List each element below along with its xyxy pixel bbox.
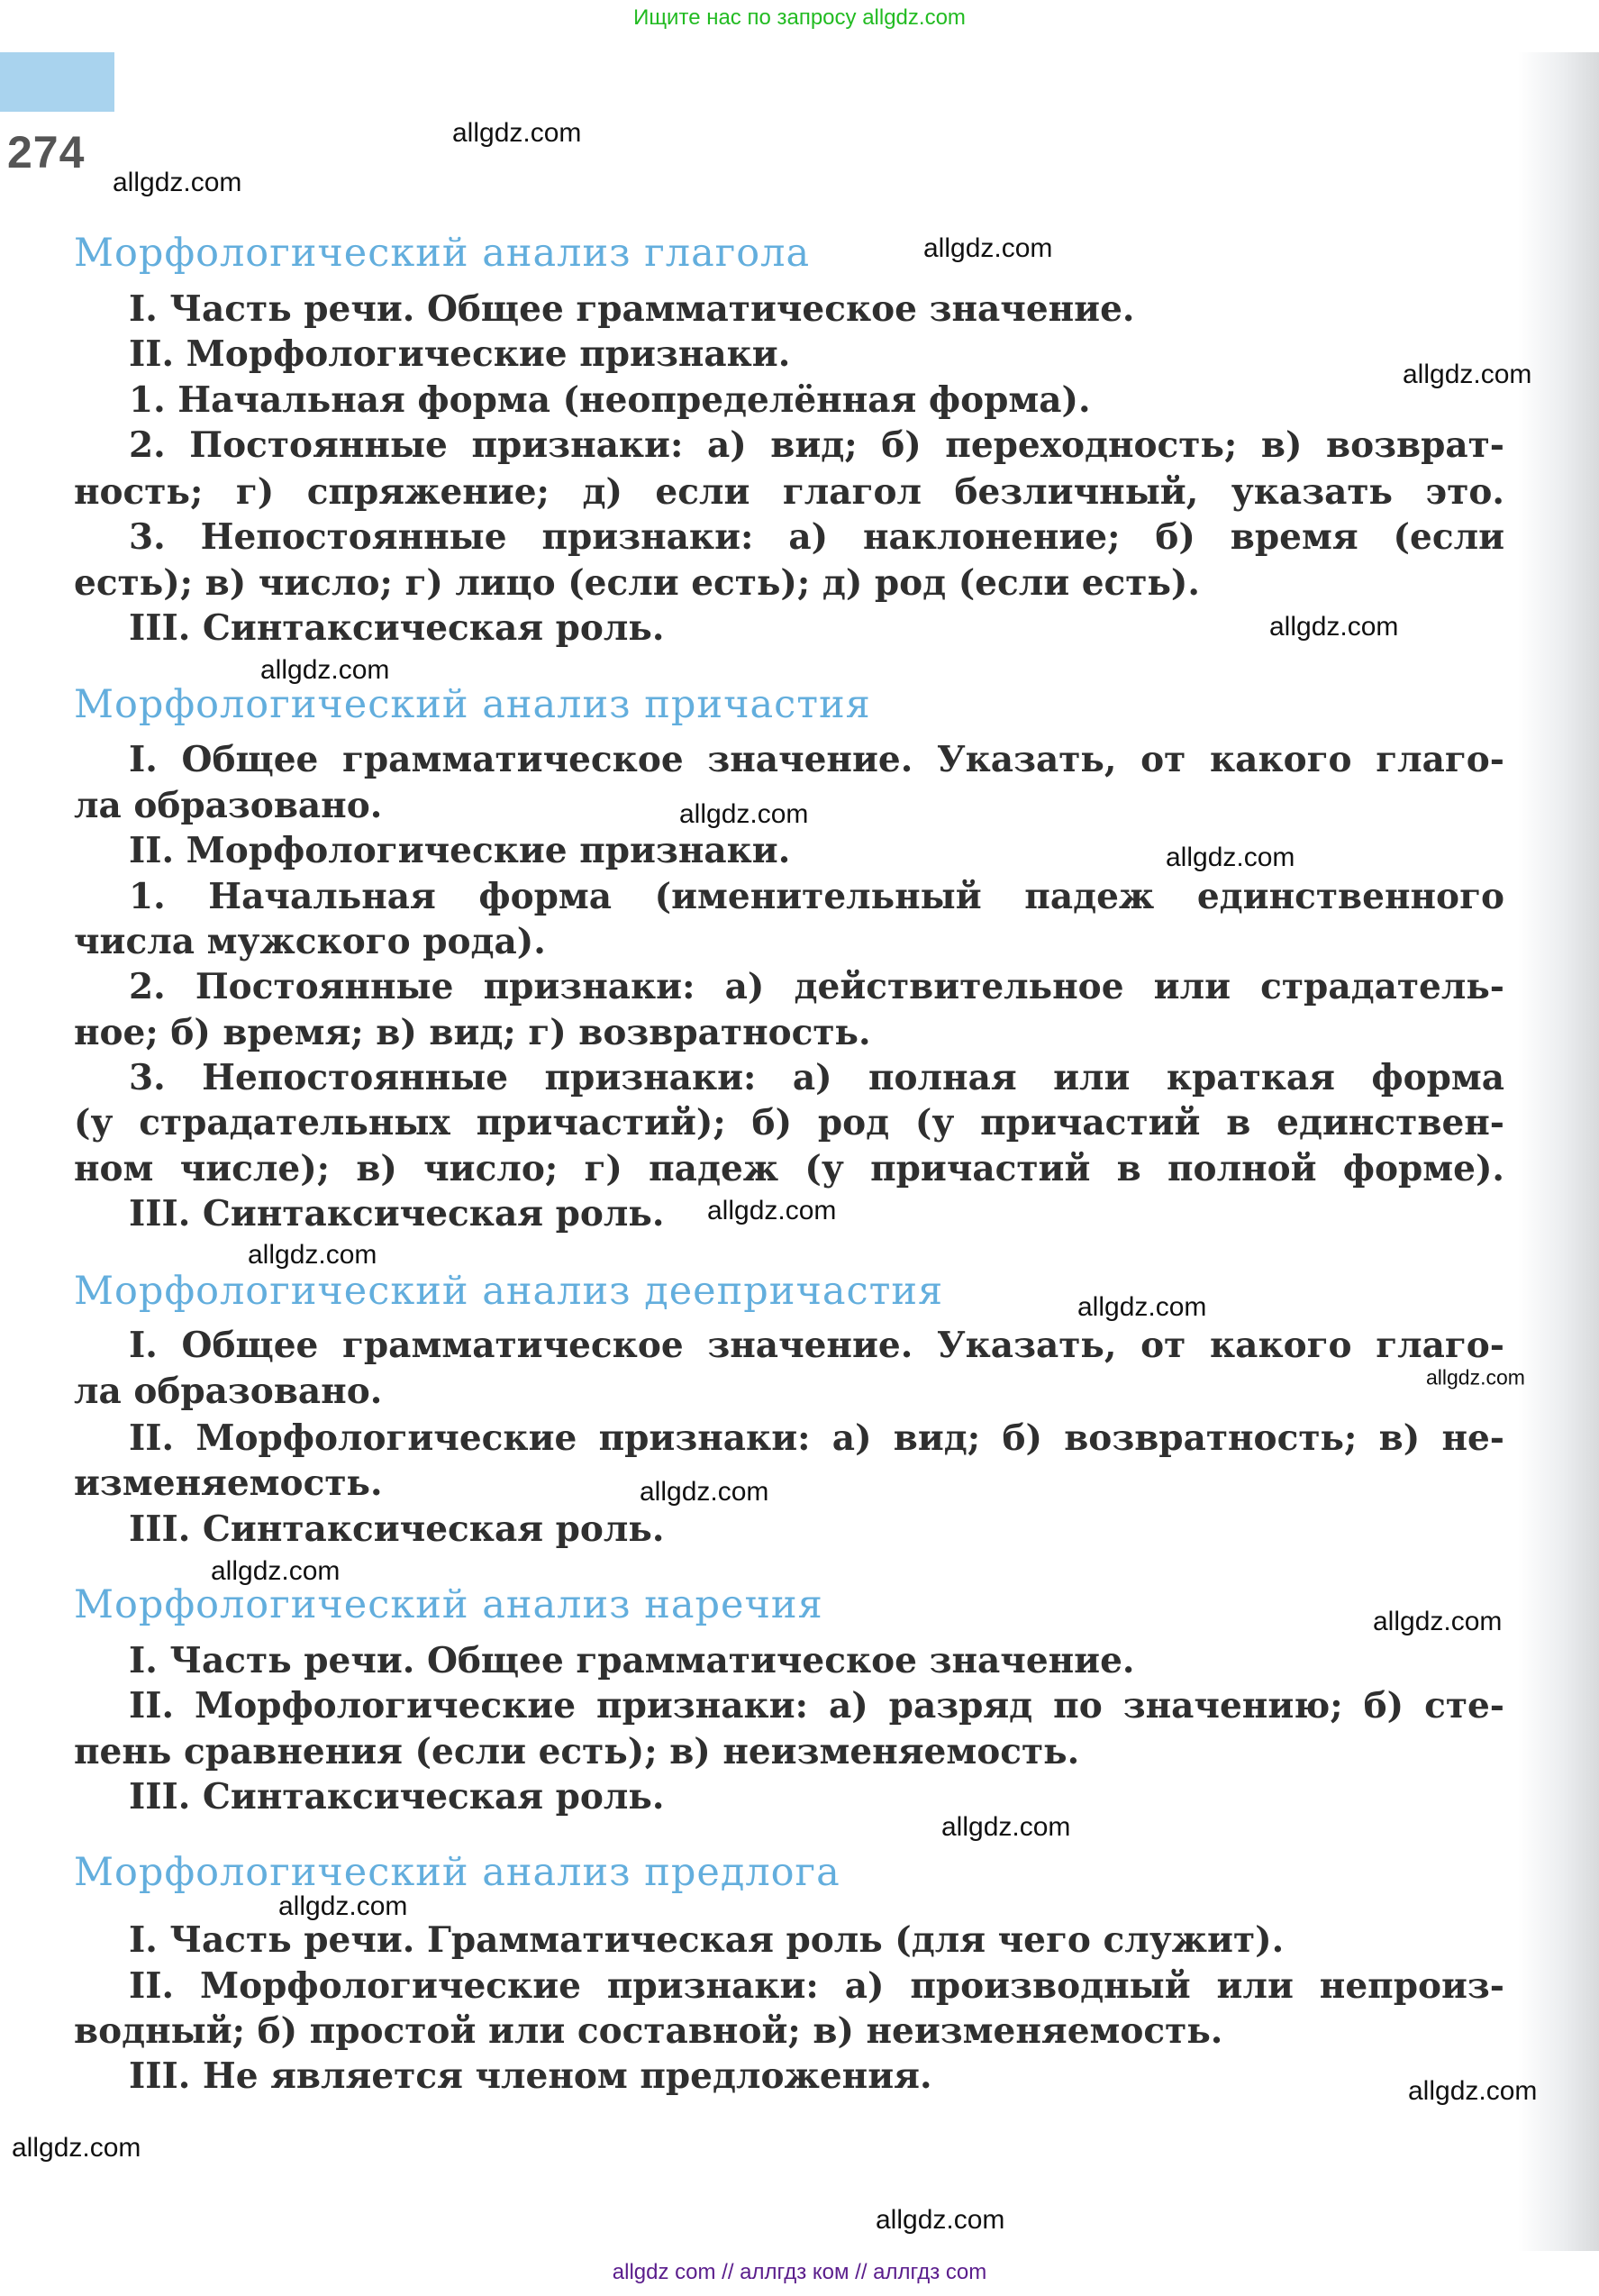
watermark: allgdz.com	[1408, 2076, 1538, 2106]
text-line: II. Морфологические признаки.	[129, 830, 791, 871]
text-line: водный; б) простой или составной; в) неизменяемость.	[74, 2010, 1223, 2052]
text-line: изменяемость.	[74, 1462, 383, 1504]
text-line: III. Не является членом предложения.	[129, 2055, 932, 2097]
text-line: III. Синтаксическая роль.	[129, 1776, 665, 1818]
watermark: allgdz.com	[113, 168, 242, 197]
watermark: allgdz.com	[1426, 1365, 1525, 1389]
text-line: III. Синтаксическая роль.	[129, 1508, 665, 1550]
text-line: II. Морфологические признаки: а) производный или непроиз-	[129, 1965, 1504, 2007]
watermark: allgdz.com	[707, 1196, 837, 1225]
text-line: ном числе); в) число; г) падеж (у причастий в полной форме).	[74, 1148, 1504, 1189]
text-line: II. Морфологические признаки: а) вид; б) возвратность; в) не-	[129, 1417, 1504, 1459]
heading-verb: Морфологический анализ глагола	[74, 231, 811, 276]
footer-links[interactable]: allgdz com // аллгдз ком // аллгдз com	[612, 2260, 987, 2284]
watermark: allgdz.com	[1373, 1607, 1503, 1636]
watermark: allgdz.com	[278, 1891, 408, 1921]
text-line: I. Часть речи. Общее грамматическое значение.	[129, 288, 1135, 330]
text-line: 1. Начальная форма (именительный падеж единственного	[129, 876, 1504, 917]
text-line: II. Морфологические признаки: а) разряд по значению; б) сте-	[129, 1685, 1504, 1727]
text-line: II. Морфологические признаки.	[129, 333, 791, 375]
text-line: ное; б) время; в) вид; г) возвратность.	[74, 1012, 871, 1053]
text-line: I. Общее грамматическое значение. Указать, от какого глаго-	[129, 739, 1504, 780]
watermark: allgdz.com	[211, 1556, 341, 1586]
watermark: allgdz.com	[679, 799, 809, 829]
watermark: allgdz.com	[923, 233, 1053, 263]
heading-adverb: Морфологический анализ наречия	[74, 1582, 823, 1627]
watermark: allgdz.com	[12, 2133, 141, 2163]
watermark: allgdz.com	[1077, 1292, 1207, 1322]
text-line: I. Часть речи. Общее грамматическое значение.	[129, 1640, 1135, 1681]
text-line: III. Синтаксическая роль.	[129, 607, 665, 649]
text-line: пень сравнения (если есть); в) неизменяемость.	[74, 1731, 1080, 1772]
heading-gerund: Морфологический анализ деепричастия	[74, 1269, 944, 1314]
watermark: allgdz.com	[1166, 843, 1295, 872]
watermark: allgdz.com	[941, 1812, 1071, 1842]
page-corner-decoration	[0, 52, 114, 112]
watermark: allgdz.com	[1403, 360, 1532, 389]
text-line: числа мужского рода).	[74, 921, 546, 962]
text-line: I. Общее грамматическое значение. Указать, от какого глаго-	[129, 1325, 1504, 1366]
watermark: allgdz.com	[1269, 612, 1399, 642]
text-line: есть); в) число; г) лицо (если есть); д) род (если есть).	[74, 562, 1200, 604]
text-line: I. Часть речи. Грамматическая роль (для чего служит).	[129, 1919, 1285, 1961]
text-line: 3. Непостоянные признаки: а) наклонение; б) время (если	[129, 516, 1504, 558]
heading-participle: Морфологический анализ причастия	[74, 682, 871, 727]
watermark: allgdz.com	[452, 118, 582, 148]
text-line: 2. Постоянные признаки: а) действительное или страдатель-	[129, 966, 1504, 1007]
text-line: ность; г) спряжение; д) если глагол безличный, указать это.	[74, 471, 1504, 513]
text-line: ла образовано.	[74, 785, 383, 826]
text-line: 3. Непостоянные признаки: а) полная или краткая форма	[129, 1057, 1504, 1098]
watermark: allgdz.com	[248, 1240, 377, 1270]
watermark: allgdz.com	[260, 655, 390, 685]
page-number: 274	[7, 127, 86, 178]
text-line: III. Синтаксическая роль.	[129, 1193, 665, 1235]
watermark: allgdz.com	[876, 2205, 1005, 2235]
text-line: 2. Постоянные признаки: а) вид; б) переходность; в) возврат-	[129, 424, 1504, 466]
watermark: allgdz.com	[640, 1477, 769, 1507]
top-banner[interactable]: Ищите нас по запросу allgdz.com	[633, 5, 966, 30]
text-line: ла образовано.	[74, 1371, 383, 1412]
text-line: (у страдательных причастий); б) род (у причастий в единствен-	[74, 1102, 1504, 1143]
text-line: 1. Начальная форма (неопределённая форма).	[129, 379, 1091, 421]
heading-preposition: Морфологический анализ предлога	[74, 1850, 840, 1895]
